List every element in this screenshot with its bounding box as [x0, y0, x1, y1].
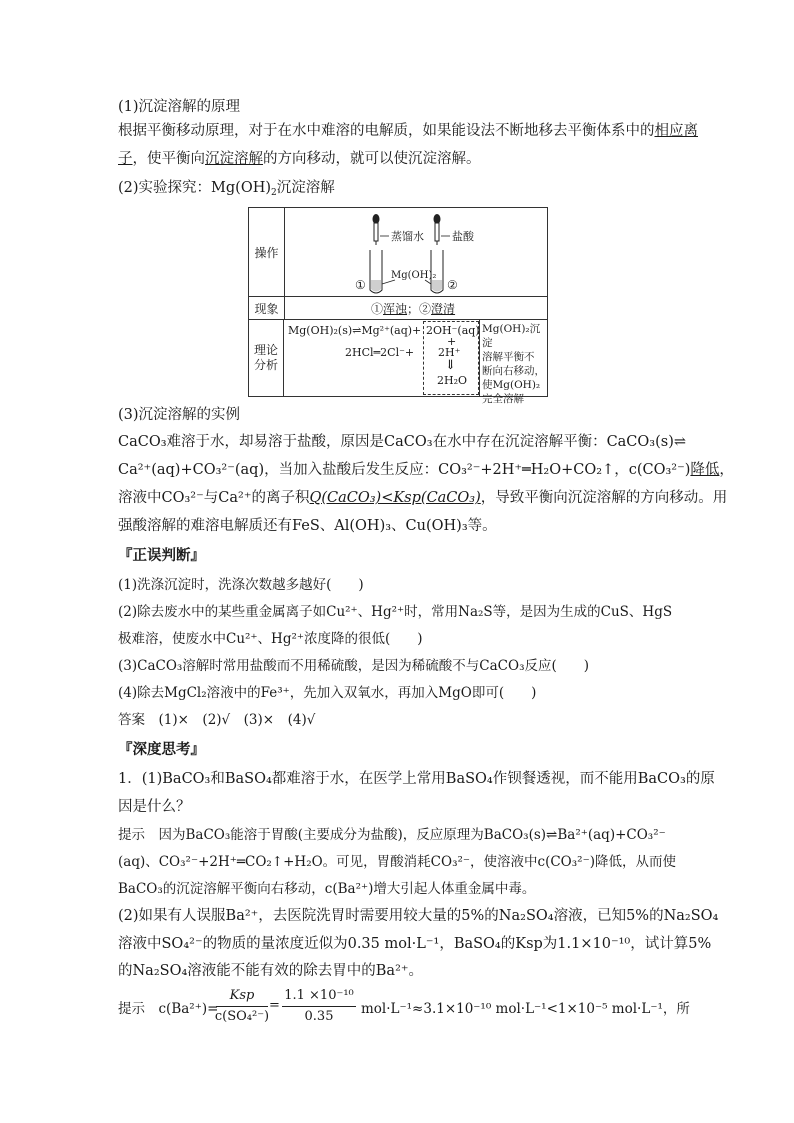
judge-question-1: (1)洗涤沉淀时，洗涤次数越多越好( )	[118, 577, 364, 593]
section-3-title: (3)沉淀溶解的实例	[118, 407, 241, 423]
conclusion-line: 使Mg(OH)₂	[482, 379, 541, 391]
phenomenon-text	[371, 300, 455, 317]
analysis-cell	[285, 320, 547, 405]
think-hint-1b: (aq)、CO₃²⁻+2H⁺═CO₂↑+H₂O。可见，胃酸消耗CO₃²⁻，使溶液中c(CO₃²⁻)降低，从而使	[118, 854, 676, 870]
section-1-para-line-1	[118, 121, 698, 141]
label-phenomenon: 现象	[249, 297, 285, 319]
down-arrow-icon: ⇓	[445, 358, 456, 373]
underlined-term: 澄清	[431, 302, 456, 316]
phenomenon-cell	[285, 297, 547, 319]
judge-question-2b: 极难溶，使废水中Cu²⁺、Hg²⁺浓度降的很低( )	[118, 631, 423, 647]
think-question-1a: 1．(1)BaCO₃和BaSO₄都难溶于水，在医学上常用BaSO₄作钡餐透视，而不能用BaCO₃的原	[118, 771, 715, 787]
conclusion-line: 断向右移动，	[482, 365, 545, 377]
underlined-term: 沉淀溶解	[205, 151, 263, 167]
fraction-bar	[216, 1006, 268, 1007]
text: 根据平衡移动原理，对于在水中难溶的电解质，如果能设法不断地移去平衡体系中的	[118, 123, 655, 139]
think-question-2c: 的Na₂SO₄溶液能不能有效的除去胃中的Ba²⁺。	[118, 963, 424, 979]
conclusion-line: 溶解平衡不	[482, 351, 535, 363]
underlined-term: Q(CaCO₃)<Ksp(CaCO₃)	[309, 490, 481, 506]
divider	[479, 320, 480, 396]
judge-question-3: (3)CaCO₃溶解时常用盐酸而不用稀硫酸，是因为稀硫酸不与CaCO₃反应( )	[118, 658, 590, 674]
text: 沉淀溶解	[276, 180, 335, 196]
section-3-line-4: 强酸溶解的难溶电解质还有FeS、Al(OH)₃、Cu(OH)₃等。	[118, 518, 497, 534]
fraction-1-numerator: Ksp	[229, 988, 255, 1003]
conclusion-text	[482, 322, 547, 406]
test-tube-diagram	[285, 208, 547, 296]
equals-sign: =	[269, 998, 280, 1013]
text: ①	[371, 302, 384, 316]
section-3-line-2	[118, 460, 734, 480]
text: ，导致平衡向沉淀溶解的方向移动。用	[480, 490, 728, 506]
think-hint-2-label: 提示 c(Ba²⁺)=	[118, 1001, 219, 1017]
section-3-line-3	[118, 488, 727, 508]
section-1-title: (1)沉淀溶解的原理	[118, 99, 241, 115]
fraction-2-numerator: 1.1 ×10⁻¹⁰	[284, 988, 354, 1003]
think-question-1b: 因是什么？	[118, 799, 191, 815]
think-heading: 『深度思考』	[118, 741, 205, 758]
fraction-1-denominator: c(SO₄²⁻)	[214, 1009, 270, 1024]
think-hint-1a: 提示 因为BaCO₃能溶于胃酸(主要成分为盐酸)，反应原理为BaCO₃(s)⇌Ba²⁺(aq)+CO₃²⁻	[118, 827, 666, 843]
conclusion-line: 完全溶解	[482, 393, 524, 405]
fraction-bar	[282, 1006, 356, 1007]
text: ，	[719, 462, 734, 478]
equation-1: Mg(OH)₂(s)⇌Mg²⁺(aq)+	[288, 324, 422, 337]
tube-number-2: ②	[447, 278, 458, 292]
underlined-term: 子	[118, 151, 133, 167]
table-row-analysis	[249, 320, 547, 405]
text: ，使平衡向	[132, 151, 205, 167]
dropper-icon	[434, 214, 441, 245]
hydrogen-ion: 2H⁺	[438, 346, 461, 359]
text: 的方向移动，就可以使沉淀溶解。	[263, 151, 481, 167]
text: ；②	[407, 302, 432, 316]
dropper-icon	[373, 214, 380, 245]
water-product: 2H₂O	[437, 374, 468, 387]
judge-heading: 『正误判断』	[118, 547, 205, 564]
subscript: 2	[271, 188, 277, 198]
equation-2: 2HCl═2Cl⁻+	[345, 346, 415, 359]
think-question-2b: 溶液中SO₄²⁻的物质的量浓度近似为0.35 mol·L⁻¹，BaSO₄的Ksp为1.1×10⁻¹⁰，试计算5%	[118, 936, 712, 952]
label-mg-oh-2: Mg(OH)₂	[391, 270, 437, 281]
tube-number-1: ①	[355, 278, 366, 292]
text: 溶液中CO₃²⁻与Ca²⁺的离子积	[118, 490, 310, 506]
section-1-para-line-2	[118, 149, 481, 169]
label-hydrochloric-acid: 盐酸	[452, 230, 474, 243]
section-3-line-1: CaCO₃难溶于水，却易溶于盐酸，原因是CaCO₃在水中存在沉淀溶解平衡：CaCO₃(s)⇌	[118, 434, 687, 450]
label-operation: 操作	[249, 208, 285, 296]
section-2-title	[118, 178, 335, 203]
text: Ca²⁺(aq)+CO₃²⁻(aq)，当加入盐酸后发生反应：CO₃²⁻+2H⁺═H₂O+CO₂↑，c(CO₃²⁻)	[118, 462, 691, 478]
think-question-2a: (2)如果有人误服Ba²⁺，去医院洗胃时需要用较大量的5%的Na₂SO₄溶液，已知5%的Na₂SO₄	[118, 908, 719, 924]
underlined-term: 相应离	[654, 123, 698, 139]
underlined-term: 降低	[690, 462, 720, 478]
fraction-2-denominator: 0.35	[304, 1009, 334, 1024]
operation-diagram	[285, 208, 547, 296]
experiment-table	[248, 207, 548, 405]
plus-sign: +	[447, 335, 457, 348]
think-hint-1c: BaCO₃的沉淀溶解平衡向右移动，c(Ba²⁺)增大引起人体重金属中毒。	[118, 881, 536, 897]
underlined-term: 浑浊	[383, 302, 408, 316]
label-distilled-water: 蒸馏水	[391, 230, 424, 243]
table-row-operation	[249, 208, 547, 297]
table-row-phenomenon	[249, 297, 547, 320]
conclusion-line: Mg(OH)₂沉淀	[482, 323, 541, 349]
judge-question-2a: (2)除去废水中的某些重金属离子如Cu²⁺、Hg²⁺时，常用Na₂S等，是因为生成的CuS、HgS	[118, 604, 673, 620]
judge-question-4: (4)除去MgCl₂溶液中的Fe³⁺，先加入双氧水，再加入MgO即可( )	[118, 685, 537, 701]
label-analysis: 理论分析	[249, 320, 284, 396]
test-tube-icon	[370, 250, 382, 293]
text: (2)实验探究：Mg(OH)	[118, 180, 272, 196]
judge-answer: 答案 (1)× (2)√ (3)× (4)√	[118, 712, 316, 728]
think-hint-2-tail: mol·L⁻¹≈3.1×10⁻¹⁰ mol·L⁻¹<1×10⁻⁵ mol·L⁻¹，所	[361, 1001, 690, 1017]
equation-1-oh: 2OH⁻(aq)	[426, 324, 480, 337]
